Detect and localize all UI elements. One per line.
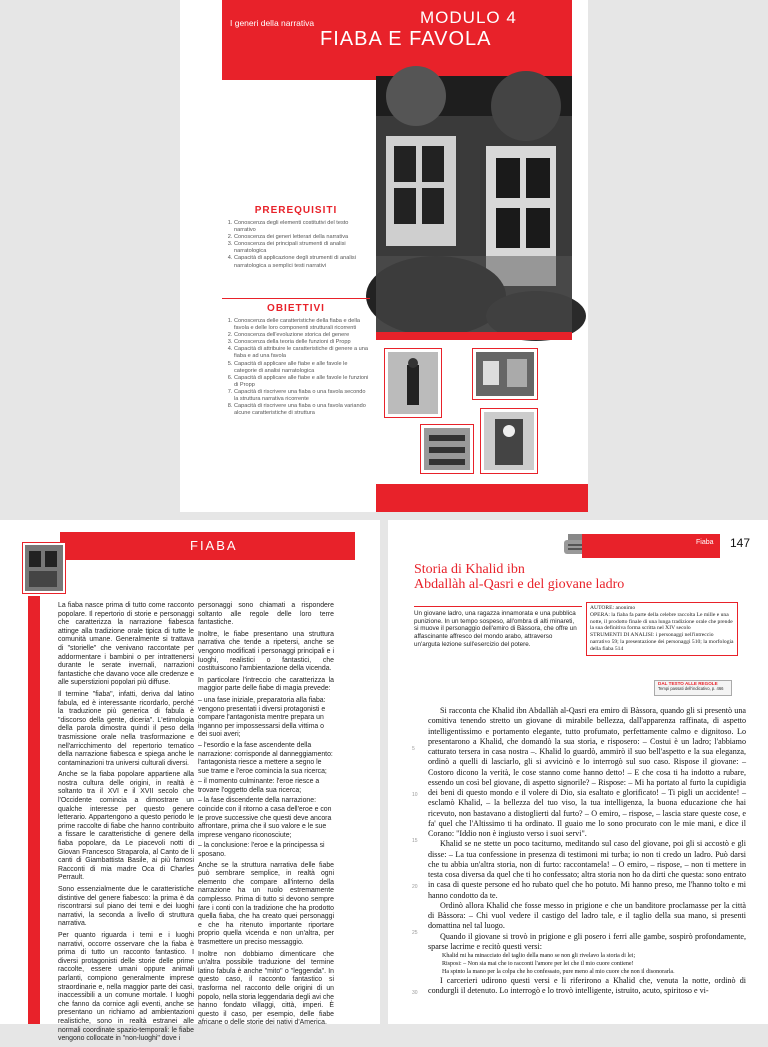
paragraph: Quando il giovane si trovò in prigione e gli posero i ferri alle gambe, sospirò profondamente, sparse lacrime e recitò questi versi: — [428, 931, 746, 951]
list-item: 7. Capacità di riscrivere una fiaba o una favola secondo la struttura narrativa ricorrente — [234, 389, 370, 403]
house-photo — [376, 76, 572, 332]
list-item: 4. Capacità di applicazione degli strumenti di analisi narratologica a semplici testi narrativi — [234, 255, 370, 269]
fiaba-heading: FIABA — [190, 538, 238, 553]
list-item: 1. Conoscenza degli elementi costitutivi del testo narrativo — [234, 220, 370, 234]
line-number: 25 — [412, 930, 418, 936]
badge-main: DAL TESTO ALLE REGOLE — [658, 681, 718, 686]
story-page — [388, 520, 768, 1024]
paragraph: I carcerieri udirono questi versi e li riferirono a Khalid che, venuta la notte, ordinò di condurgli il detenuto. Lo interrogò e lo trovò intelligente, istruito, acuto, spiritoso e vi- — [428, 976, 746, 996]
story-tag: Fiaba — [696, 539, 714, 546]
paragraph: Anche se la fiaba popolare appartiene alla nostra cultura delle origini, in realtà è soltanto tra il XVI e il XVII secolo che l'Occidente comincia a dimostrare un qualche interesse per questo genere letterario. Appartengono a questo periodo le prime raccolte di fiabe che hanno contribuito a fissare le caratteristiche di genere della fiaba popolare, da Le piacevoli notti di Giovan Francesco Straparola, al Canto de li canti di Giambattista Basile, ai più famosi Racconti di mia madre Oca di Charles Perrault. — [58, 771, 194, 882]
list-item: 2. Conoscenza dell'evoluzione storica del genere — [234, 332, 370, 339]
module-page — [180, 0, 588, 512]
prerequisiti-list — [222, 220, 370, 270]
small-photo-2 — [472, 348, 538, 400]
list-item: 4. Capacità di attribuire le caratteristiche di genere a una fiaba e ad una favola — [234, 346, 370, 360]
fiaba-right-column — [198, 602, 334, 1031]
obiettivi-box — [222, 303, 370, 417]
grammar-badge[interactable] — [654, 680, 732, 696]
list-item: 1. Conoscenza delle caratteristiche della fiaba e della favola e delle loro componenti strutturali ricorrenti — [234, 318, 370, 332]
verse: Risposi: – Non sia mai che io racconti l'amore per lei che il mio cuore contiene! — [442, 961, 634, 967]
list-item: 3. Conoscenza dei principali strumenti di analisi narratologica — [234, 241, 370, 255]
list-item: 2. Conoscenza dei generi letterari della narrativa — [234, 234, 370, 241]
info-work: OPERA: la fiaba fa parte della celebre raccolta Le mille e una notte, il prodotto finale di una lunga tradizione orale che prende la sua definitiva forma scritta nel XIV secolo — [590, 611, 733, 632]
list-item: – la conclusione: l'eroe e la principessa si sposano. — [198, 842, 325, 859]
bottom-red-bar — [376, 484, 588, 512]
story-banner — [582, 534, 720, 558]
prerequisiti-box — [222, 205, 370, 270]
obiettivi-heading: OBIETTIVI — [267, 303, 325, 314]
paragraph: In particolare l'intreccio che caratterizza la maggior parte delle fiabe di magia prevede: — [198, 676, 334, 693]
phases-list — [198, 697, 334, 860]
obiettivi-list — [222, 318, 370, 417]
prerequisiti-heading: PREREQUISITI — [254, 205, 338, 216]
paragraph: Khalid se ne stette un poco taciturno, meditando sul caso del giovane, poi gli si accostò e gli disse: – La tua confessione in presenza di testimoni mi turba; io non ti credo un ladro. Può darsi che tu abbia un'altra storia, non di furto: raccontamela! – O emiro, – rispose, – non ti mettere in testa cosa diversa da quel che ti ho confessato; altra storia non ho da dirti che questa: sono entrato in casa di queste persone ed ho rubato quel che ho potuto. Mi hanno preso, me l'hanno tolto e mi hanno condotto da te. — [428, 839, 746, 900]
paragraph: Inoltre non dobbiamo dimenticare che un'altra possibile traduzione del termine latino fabula è anche "mito" o "leggenda". In questo caso, il racconto fantastico si trasforma nel racconto delle origini di un popolo, nella storia leggendaria degli avi che hanno fondato villaggi, città, imperi. È questo il caso, per esempio, delle fiabe africane o delle storie dei nativi d'America. — [198, 950, 334, 1027]
left-margin-bar — [28, 596, 40, 1024]
story-title — [414, 562, 744, 592]
story-summary: Un giovane ladro, una ragazza innamorata e una pubblica punizione. In un tempo sospeso, all'ombra di alti minareti, si muove il personaggio dell'emiro di Bàssora, che offre un affascinante affresco del mondo arabo, attraverso un'arguta lezione sull'esercizio del potere. — [414, 610, 577, 648]
list-item: – il momento culminante: l'eroe riesce a trovare l'oggetto della sua ricerca; — [198, 778, 320, 794]
list-item: 6. Capacità di applicare alle fiabe e alle favole le funzioni di Propp — [234, 375, 370, 389]
list-item: – l'esordio e la fase ascendente della narrazione: corrisponde al danneggiamento: l'antagonista riesce a mettere a segno le sue trame e l'eroe comincia la sua ricerca; — [198, 741, 333, 775]
list-item: – la fase discendente della narrazione: coincide con il ritorno a casa dell'eroe e con le prove successive che questi deve ancora affrontare, prima che il suo valore e le sue imprese vengano riconosciute; — [198, 797, 332, 839]
badge-sub: Tempi passati dell'indicativo, p. 466 — [658, 686, 724, 691]
line-number: 20 — [412, 884, 418, 890]
fiaba-page — [0, 520, 380, 1043]
paragraph: Inoltre, le fiabe presentano una struttura narrativa che tende a ripetersi, anche se vengono modificati i personaggi principali e i luoghi, realistici o fantastici, che costituiscono l'ambientazione della vicenda. — [198, 630, 334, 673]
paragraph: La fiaba nasce prima di tutto come racconto popolare. Il repertorio di storie e personaggi che caratterizza la narrazione fiabesca attinge alla tradizione orale tipica di tutte le comunità umane. Generalmente si trattava di "storielle" che venivano raccontate per addormentare i bambini o per intrattenersi durante le serate invernali, narrazioni fantastiche che davano voce alle credenze e alle superstizioni popolari più diffuse. — [58, 602, 194, 687]
verse: Ha spinto la mano per la colpa che ho confessato, pure meno al mio cuore che non il disonorarla. — [442, 969, 675, 975]
info-tools: STRUMENTI DI ANALISI: i personaggi nell'intreccio narrativo 59; la presentazione dei personaggi 510; la morfologia della fiaba 514 — [590, 632, 734, 652]
page-number: 147 — [730, 536, 751, 550]
story-title-line-2: Abdallàh al-Qasri e del giovane ladro — [414, 577, 625, 592]
module-title: FIABA E FAVOLA — [320, 28, 492, 50]
photo-red-bar — [376, 332, 572, 340]
verse: Khalid mi ha minacciato del taglio della mano se non gli rivelavo la storia di lei; — [442, 953, 636, 959]
story-text — [428, 706, 746, 997]
fiaba-left-column — [58, 602, 194, 1047]
list-item: 3. Conoscenza della teoria delle funzioni di Propp — [234, 339, 370, 346]
small-photo-3 — [420, 424, 474, 474]
summary-rule — [414, 606, 582, 607]
story-title-line-1: Storia di Khalid ibn — [414, 562, 525, 577]
list-item: 8. Capacità di riscrivere una fiaba o una favola variando alcune caratteristiche di struttura — [234, 403, 370, 417]
fiaba-thumbnail — [22, 542, 66, 594]
line-number: 30 — [412, 990, 418, 996]
paragraph: personaggi sono chiamati a rispondere soltanto alle regole delle loro terre fantastiche. — [198, 602, 334, 627]
line-number: 15 — [412, 838, 418, 844]
paragraph: Per quanto riguarda i temi e i luoghi narrativi, occorre osservare che la fiaba è prima di tutto un racconto fantastico. I diversi protagonisti delle storie delle prime raccolte, essere umani oppure animali parlanti, compiono generalmente imprese straordinarie e, nella maggior parte dei casi, inaccessibili a un comune mortale. I luoghi che fanno da cornice agli eventi, anche se presentano un richiamo ad ambientazioni realistiche, sono in realtà estranei alle normali coordinate spazio-temporali: le fiabe vengono collocate in "non-luoghi" dove i — [58, 931, 194, 1043]
list-item: – una fase iniziale, preparatoria alla fiaba: vengono presentati i diversi protagonisti e compare l'antagonista mentre prepara un inganno per impossessarsi della vittima o dei suoi averi; — [198, 696, 326, 739]
line-number: 5 — [412, 746, 415, 752]
info-box — [586, 602, 738, 656]
paragraph: Anche se la struttura narrativa delle fiabe può sembrare semplice, in realtà ogni elemento che compare all'interno della narrazione ha un ruolo estremamente complesso. Prima di tutto si devono sempre fare i conti con la tradizione che ha prodotto quella fiaba, che ha creato quei personaggi e che ha ritenuto importante riportare proprio quella vicenda e non un'altra, per trasmettere un preciso messaggio. — [198, 861, 334, 946]
paragraph: Si racconta che Khalid ibn Abdallàh al-Qasri era emiro di Bàssora, quando gli si presentò una comitiva tenendo stretto un giovane di mirabile bellezza, dall'apparenza raffinata, di aspetto intelligentissimo e portamento elegante, tutto profumato, perfettamente calmo e dignitoso. Lo presentarono a Khalid, che domandò la sua storia, e risposero: – Costui è un ladro; l'abbiamo catturato tersera in casa nostra –. Khalid lo guardò, ammirò il suo bell'aspetto e la sua eleganza, ordinò a quelli di lasciarlo, gli si avvicinò e lo interrogò sul suo caso. Rispose il giovane: – Costoro dicono la verità, le cose stanno come hanno detto! – E che cosa ti ha indotto a rubare, essendo un così bel giovane, di aspetto signorile? – Rispose: – Mi ha portato al furto la cupidigia dei beni di questo mondo e il volere di Dio, sia esaltato e glorificato! – Ti pigli un accidente! – esclamò Khalid, – la bellezza del tuo viso, la tua intelligenza, la buona educazione che hai ricevuto, non bastavano a distoglierti dal furto? – O emiro, – rispose, – lascia stare queste cose, e fa' quel che l'Altissimo ti ha ordinato. Il guaio me lo sono procurato con le mie mani, e dice il Corano: "Iddio non è ingiusto verso i suoi servi". — [428, 706, 746, 838]
small-photo-1 — [384, 348, 442, 418]
divider — [222, 298, 370, 299]
list-item: 5. Capacità di applicare alle fiabe e alle favole le categorie di analisi narratologica — [234, 361, 370, 375]
paragraph: Ordinò allora Khalid che fosse messo in prigione e che un banditore proclamasse per la città di Bàssora: – Chi vuol vedere il castigo del ladro tale, e il taglio della sua mano, si presenti domattina nel tal luogo. — [428, 900, 746, 931]
small-photo-4 — [480, 408, 538, 474]
paragraph: Sono essenzialmente due le caratteristiche distintive del genere fiabesco: la prima è da riscontrarsi sul piano dei temi e dei luoghi narrativi, la seconda a livello di struttura narrativa. — [58, 886, 194, 928]
section-label: I generi della narrativa — [230, 18, 315, 28]
paragraph: Il termine "fiaba", infatti, deriva dal latino fabula, ed è interessante ricordarlo, perché la traduzione più generica di fabula è "discorso della gente, diceria". L'etimologia della parola dimostra quindi il peso della trasmissione orale nella trasformazione e nell'arricchimento del repertorio tematico della narrazione fiabesca e spiega anche le contaminazioni tra universi culturali diversi. — [58, 690, 194, 767]
info-author: AUTORE: anonimo — [590, 605, 636, 611]
line-number: 10 — [412, 792, 418, 798]
module-number: MODULO 4 — [420, 8, 517, 27]
